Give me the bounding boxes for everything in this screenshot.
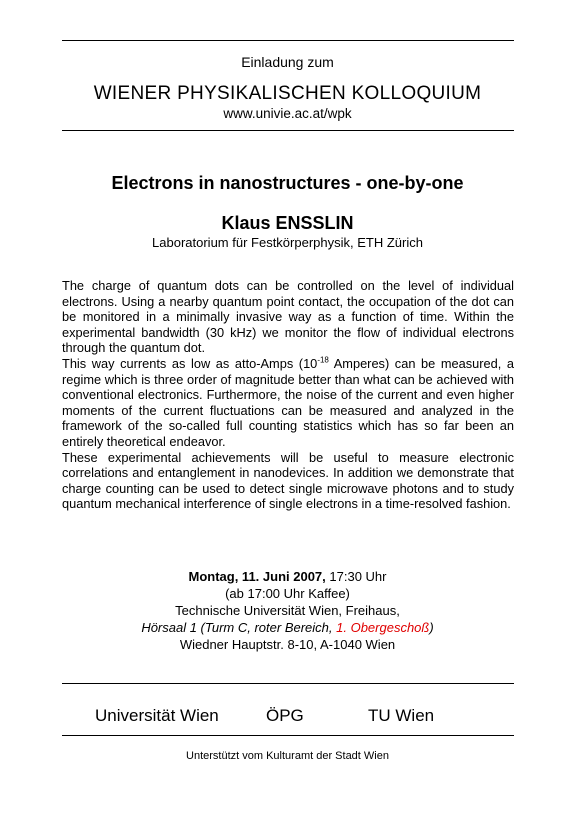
room-suffix: ) [429,620,434,635]
exponent: -18 [317,355,329,365]
organizer-tuwien: TU Wien [368,706,435,725]
abstract [62,278,514,512]
organizer-top-rule [62,683,514,684]
room-name: Hörsaal 1 (Turm C, roter Bereich, [141,620,337,635]
address: Wiedner Hauptstr. 8-10, A-1040 Wien [179,637,396,652]
event-time: 17:30 Uhr [325,569,387,584]
abstract-paragraph-3: These experimental achievements will be useful to measure electronic correlations and entanglement in nanodevices. In addition we demonstrate that charge counting can be used to detect single microwave photons and to study quantum mechanical interference of single electrons in a time-resolved fashion. [62,449,514,512]
support-note: Unterstützt vom Kulturamt der Stadt Wien [186,750,389,762]
talk-title: Electrons in nanostructures - one-by-one [111,173,464,193]
room-line [0,619,575,636]
speaker-name: Klaus ENSSLIN [221,213,354,233]
speaker-affiliation: Laboratorium für Festkörperphysik, ETH Zürich [152,235,423,250]
coffee-note: (ab 17:00 Uhr Kaffee) [225,586,350,601]
colloquium-title: WIENER PHYSIKALISCHEN KOLLOQUIUM [93,83,482,104]
abstract-paragraph-1: The charge of quantum dots can be controlled on the level of individual electrons. Using a nearby quantum point contact, the occupation of the dot can be monitored in a minimally invasive way as a function of time. Within the experimental bandwidth (30 kHz) we monitor the flow of individual electrons through the quantum dot. [62,278,514,356]
organizer-bottom-rule [62,735,514,736]
organizer-oepg: ÖPG [266,706,304,725]
invitation-text: Einladung zum [241,54,334,70]
abstract-p2-start: This way currents as low as atto-Amps (10 [62,355,318,371]
venue-block [0,568,575,653]
event-date: Montag, 11. Juni 2007, [188,569,326,584]
colloquium-url: www.univie.ac.at/wpk [223,106,352,121]
top-rule [62,40,514,41]
abstract-paragraph-2 [62,356,514,450]
abstract-p2-end: Amperes) can be measured, a regime which is three order of magnitude better than what can be achieved with conventional electronics. Furthermore, the noise of the current and even higher moments of the current fluctuations can be measured and analyzed in the framework of the so-called full counting statistics which has so far been an entirely theoretical endeavor. [62,355,515,449]
date-time-line [0,568,575,585]
organizer-univie: Universität Wien [95,706,219,725]
header-rule [62,130,514,131]
institution: Technische Universität Wien, Freihaus, [175,603,400,618]
room-floor: 1. Obergeschoß [336,620,430,635]
